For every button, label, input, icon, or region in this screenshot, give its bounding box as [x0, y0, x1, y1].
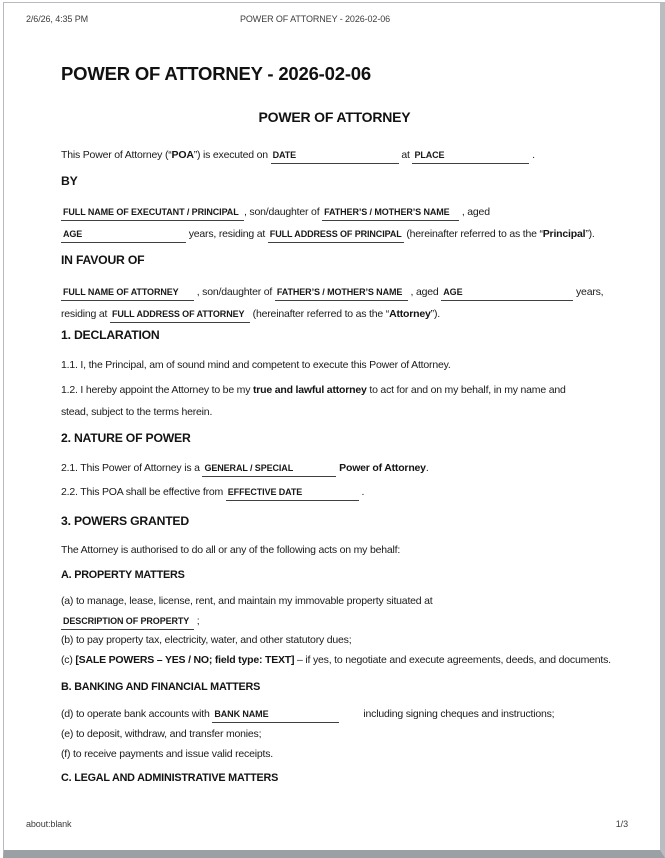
poa-type-field: GENERAL / SPECIAL: [202, 462, 336, 477]
property-item-c-text-1: (c): [61, 653, 76, 666]
attorney-term: Attorney: [389, 308, 431, 320]
property-item-a-end: ;: [194, 614, 200, 627]
banking-item-d-text-2: including signing cheques and instructions;: [363, 708, 555, 720]
execution-text-3: at: [398, 149, 413, 161]
property-description-field: DESCRIPTION OF PROPERTY: [61, 615, 194, 630]
attorney-paragraph: [61, 281, 633, 325]
clause-2-2-text-2: .: [358, 486, 365, 498]
banking-item-e: (e) to deposit, withdraw, and transfer monies;: [61, 728, 262, 740]
execution-text-2: ”) is executed on: [193, 149, 271, 161]
page-title: POWER OF ATTORNEY - 2026-02-06: [61, 63, 371, 84]
property-item-c-text-2: – if yes, to negotiate and execute agreements, deeds, and documents.: [294, 653, 611, 666]
date-field: DATE: [271, 149, 399, 164]
attorney-line-2: [61, 303, 633, 325]
clause-1-1: 1.1. I, the Principal, am of sound mind and competent to execute this Power of Attorney.: [61, 359, 451, 371]
section-heading-by: BY: [61, 174, 78, 188]
banking-item-f: (f) to receive payments and issue valid receipts.: [61, 748, 273, 760]
attorney-text-1: , son/daughter of: [194, 286, 275, 298]
clause-1-2-bold: true and lawful attorney: [253, 384, 367, 396]
principal-age-field: AGE: [61, 228, 186, 243]
principal-line-1: [61, 201, 633, 223]
attorney-text-3: years,: [573, 286, 604, 298]
property-item-a-field-line: [61, 612, 633, 632]
print-footer: [26, 819, 628, 829]
principal-parent-field: FATHER’S / MOTHER’S NAME: [322, 206, 459, 221]
clause-2-1: [61, 457, 633, 479]
principal-text-1: , son/daughter of: [244, 206, 323, 218]
document-body: [61, 3, 633, 784]
property-item-c-bold: [SALE POWERS – YES / NO; field type: TEXT]: [75, 653, 295, 666]
attorney-address-field: FULL ADDRESS OF ATTORNEY: [110, 308, 250, 323]
clause-2-1-text-1: 2.1. This Power of Attorney is a: [61, 462, 203, 474]
subsection-heading-property-matters: A. PROPERTY MATTERS: [61, 569, 185, 581]
property-item-a: (a) to manage, lease, license, rent, and maintain my immovable property situated at: [61, 595, 433, 607]
attorney-name-field: FULL NAME OF ATTORNEY: [61, 286, 194, 301]
effective-date-field: EFFECTIVE DATE: [226, 486, 359, 501]
clause-1-2-text-1: 1.2. I hereby appoint the Attorney to be my: [61, 384, 253, 396]
clause-2-2-text-1: 2.2. This POA shall be effective from: [61, 486, 226, 498]
attorney-text-4: residing at: [61, 308, 110, 320]
attorney-parent-field: FATHER’S / MOTHER’S NAME: [275, 286, 408, 301]
property-item-b: (b) to pay property tax, electricity, water, and other statutory dues;: [61, 634, 352, 646]
clause-2-1-text-2: .: [425, 462, 429, 474]
section-heading-in-favour-of: IN FAVOUR OF: [61, 253, 145, 267]
property-matters-list: [61, 592, 633, 670]
execution-text-1: This Power of Attorney (“: [61, 149, 172, 161]
attorney-text-6: ”).: [430, 308, 440, 320]
principal-text-3: years, residing at: [186, 228, 268, 240]
powers-intro: The Attorney is authorised to do all or any of the following acts on my behalf:: [61, 544, 401, 556]
section-heading-powers-granted: 3. POWERS GRANTED: [61, 514, 189, 528]
attorney-line-1: [61, 281, 633, 303]
place-field: PLACE: [412, 149, 529, 164]
document-heading: POWER OF ATTORNEY: [258, 109, 411, 125]
attorney-age-field: AGE: [441, 286, 573, 301]
execution-text-4: .: [529, 149, 535, 161]
poa-abbreviation: POA: [171, 149, 194, 161]
clause-2-2: [61, 481, 633, 503]
principal-line-2: [61, 223, 633, 245]
banking-item-d: [61, 704, 633, 724]
principal-text-2: , aged: [459, 206, 490, 218]
clause-1-2: [61, 379, 633, 423]
principal-text-5: ”).: [585, 228, 595, 240]
clause-1-2-line-2: stead, subject to the terms herein.: [61, 406, 213, 418]
print-footer-page-number: 1/3: [615, 819, 628, 829]
clause-2-1-bold: Power of Attorney: [339, 462, 426, 474]
principal-name-field: FULL NAME OF EXECUTANT / PRINCIPAL: [61, 206, 244, 221]
section-heading-declaration: 1. DECLARATION: [61, 328, 160, 342]
bank-name-field: BANK NAME: [212, 708, 339, 723]
property-item-c: [61, 651, 633, 671]
attorney-text-5: (hereinafter referred to as the “: [249, 308, 390, 320]
subsection-heading-legal-matters: C. LEGAL AND ADMINISTRATIVE MATTERS: [61, 772, 279, 784]
print-header-title: POWER OF ATTORNEY - 2026-02-06: [240, 14, 391, 24]
principal-term: Principal: [542, 228, 586, 240]
principal-address-field: FULL ADDRESS OF PRINCIPAL: [268, 228, 404, 243]
clause-1-2-line-1: [61, 379, 633, 401]
subsection-heading-banking-matters: B. BANKING AND FINANCIAL MATTERS: [61, 681, 261, 693]
banking-item-d-text-1: (d) to operate bank accounts with: [61, 708, 213, 720]
attorney-text-2: , aged: [407, 286, 442, 298]
print-header-datetime: 2/6/26, 4:35 PM: [26, 14, 89, 24]
print-footer-source: about:blank: [26, 819, 72, 829]
principal-paragraph: [61, 201, 633, 245]
section-heading-nature-of-power: 2. NATURE OF POWER: [61, 431, 191, 445]
principal-text-4: (hereinafter referred to as the “: [403, 228, 543, 240]
document-page: [3, 2, 665, 858]
clause-1-2-text-2: to act for and on my behalf, in my name and: [366, 384, 566, 396]
execution-paragraph: [61, 144, 633, 166]
banking-matters-list: [61, 704, 633, 764]
